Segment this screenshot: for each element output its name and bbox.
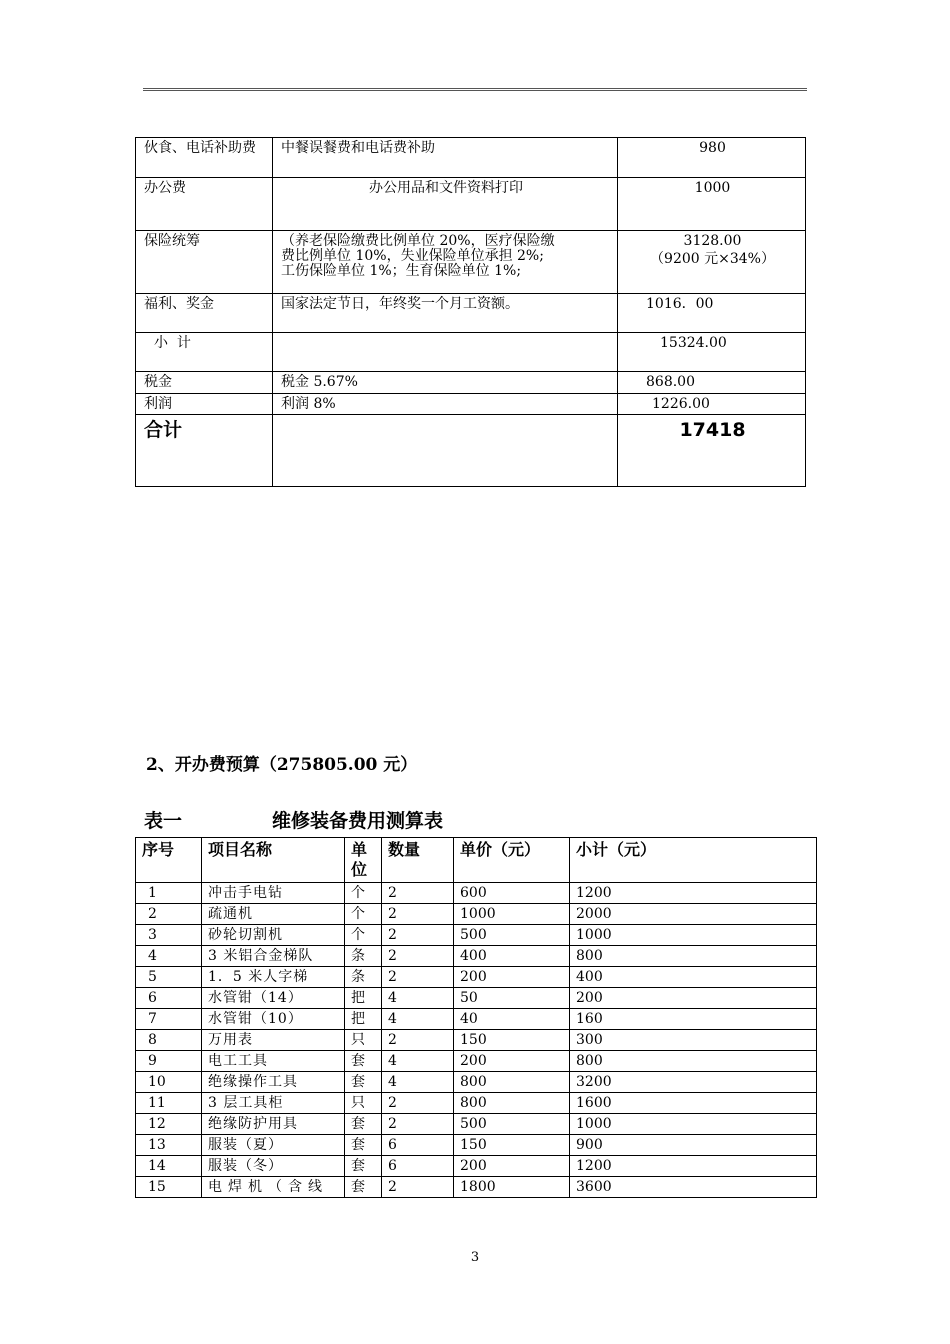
table-row bbox=[136, 333, 806, 372]
cell-price: 1000 bbox=[454, 904, 570, 925]
cell-qty: 2 bbox=[382, 904, 454, 925]
cell-no: 1 bbox=[136, 883, 202, 904]
budget-desc-cell: 利润 8% bbox=[273, 394, 618, 415]
budget-amount-cell: 868.00 bbox=[618, 372, 806, 394]
table-row bbox=[136, 231, 806, 294]
table-row bbox=[136, 883, 817, 904]
budget-desc-cell: 国家法定节日，年终奖一个月工资额。 bbox=[273, 294, 618, 333]
cell-no: 12 bbox=[136, 1114, 202, 1135]
budget-amount-cell: 1226.00 bbox=[618, 394, 806, 415]
cell-name: 万用表 bbox=[202, 1030, 345, 1051]
caption-title: 维修装备费用测算表 bbox=[272, 810, 444, 832]
cell-qty: 2 bbox=[382, 967, 454, 988]
cell-qty: 2 bbox=[382, 1030, 454, 1051]
cell-qty: 4 bbox=[382, 1051, 454, 1072]
cell-qty: 4 bbox=[382, 1009, 454, 1030]
page-number: 3 bbox=[470, 1250, 480, 1265]
cell-no: 6 bbox=[136, 988, 202, 1009]
total-label: 合计 bbox=[136, 415, 273, 487]
table-row bbox=[136, 372, 806, 394]
cell-no: 11 bbox=[136, 1093, 202, 1114]
cell-name: 电工工具 bbox=[202, 1051, 345, 1072]
table-row bbox=[136, 967, 817, 988]
cell-no: 10 bbox=[136, 1072, 202, 1093]
table-caption bbox=[144, 806, 444, 833]
cell-unit: 个 bbox=[345, 883, 382, 904]
cell-name: 服装（冬） bbox=[202, 1156, 345, 1177]
cell-subtotal: 1000 bbox=[570, 1114, 817, 1135]
cell-unit: 把 bbox=[345, 1009, 382, 1030]
table-row bbox=[136, 1135, 817, 1156]
budget-amount-cell bbox=[618, 231, 806, 294]
cell-no: 7 bbox=[136, 1009, 202, 1030]
table-row bbox=[136, 904, 817, 925]
budget-desc-cell bbox=[273, 333, 618, 372]
cell-price: 200 bbox=[454, 1156, 570, 1177]
cell-name: 电焊机（含线 bbox=[202, 1177, 345, 1198]
cell-no: 13 bbox=[136, 1135, 202, 1156]
budget-item-cell: 伙食、电话补助费 bbox=[136, 138, 273, 178]
desc-line: （养老保险缴费比例单位 20%，医疗保险缴 bbox=[281, 233, 555, 249]
table-row bbox=[136, 1009, 817, 1030]
budget-desc-cell bbox=[273, 231, 618, 294]
total-row bbox=[136, 415, 806, 487]
cell-unit: 只 bbox=[345, 1093, 382, 1114]
budget-desc-cell: 中餐误餐费和电话费补助 bbox=[273, 138, 618, 178]
cell-price: 50 bbox=[454, 988, 570, 1009]
budget-amount-cell: 15324.00 bbox=[618, 333, 806, 372]
cell-price: 800 bbox=[454, 1093, 570, 1114]
cell-no: 2 bbox=[136, 904, 202, 925]
header-qty: 数量 bbox=[382, 838, 454, 883]
cell-price: 800 bbox=[454, 1072, 570, 1093]
header-subtotal: 小计（元） bbox=[570, 838, 817, 883]
cell-qty: 2 bbox=[382, 1177, 454, 1198]
cell-unit: 个 bbox=[345, 904, 382, 925]
budget-item-cell: 税金 bbox=[136, 372, 273, 394]
budget-amount-cell: 1016．00 bbox=[618, 294, 806, 333]
table-row bbox=[136, 294, 806, 333]
budget-desc-cell: 税金 5.67% bbox=[273, 372, 618, 394]
table-row bbox=[136, 178, 806, 231]
cell-name: 冲击手电钻 bbox=[202, 883, 345, 904]
equipment-table bbox=[135, 837, 817, 1198]
cell-unit: 套 bbox=[345, 1156, 382, 1177]
cell-no: 3 bbox=[136, 925, 202, 946]
desc-line: 费比例单位 10%，失业保险单位承担 2%; bbox=[281, 248, 544, 264]
cell-price: 1800 bbox=[454, 1177, 570, 1198]
table-row bbox=[136, 988, 817, 1009]
budget-item-cell: 办公费 bbox=[136, 178, 273, 231]
cell-no: 5 bbox=[136, 967, 202, 988]
cell-name: 砂轮切割机 bbox=[202, 925, 345, 946]
budget-amount-cell: 980 bbox=[618, 138, 806, 178]
table-header-row bbox=[136, 838, 817, 883]
cell-subtotal: 200 bbox=[570, 988, 817, 1009]
cell-name: 服装（夏） bbox=[202, 1135, 345, 1156]
budget-item-cell: 保险统筹 bbox=[136, 231, 273, 294]
cell-qty: 2 bbox=[382, 1093, 454, 1114]
cell-no: 8 bbox=[136, 1030, 202, 1051]
table-row bbox=[136, 946, 817, 967]
cell-name: 3 米铝合金梯队 bbox=[202, 946, 345, 967]
cell-price: 40 bbox=[454, 1009, 570, 1030]
budget-amount-cell: 1000 bbox=[618, 178, 806, 231]
table-row bbox=[136, 1030, 817, 1051]
table-row bbox=[136, 1072, 817, 1093]
cell-name: 疏通机 bbox=[202, 904, 345, 925]
cell-price: 200 bbox=[454, 967, 570, 988]
section-heading: 2、开办费预算（275805.00 元） bbox=[146, 755, 418, 775]
cell-subtotal: 400 bbox=[570, 967, 817, 988]
cell-qty: 6 bbox=[382, 1135, 454, 1156]
cell-qty: 2 bbox=[382, 946, 454, 967]
cell-subtotal: 2000 bbox=[570, 904, 817, 925]
budget-item-cell: 小 计 bbox=[136, 333, 273, 372]
cell-name: 水管钳（10） bbox=[202, 1009, 345, 1030]
cell-subtotal: 1000 bbox=[570, 925, 817, 946]
header-unit: 单位 bbox=[345, 838, 382, 883]
amount-note: （9200 元×34%） bbox=[650, 251, 775, 267]
cell-unit: 把 bbox=[345, 988, 382, 1009]
cell-unit: 套 bbox=[345, 1177, 382, 1198]
budget-item-cell: 利润 bbox=[136, 394, 273, 415]
budget-desc-cell: 办公用品和文件资料打印 bbox=[273, 178, 618, 231]
cell-subtotal: 160 bbox=[570, 1009, 817, 1030]
cell-no: 14 bbox=[136, 1156, 202, 1177]
cell-subtotal: 300 bbox=[570, 1030, 817, 1051]
cell-price: 500 bbox=[454, 925, 570, 946]
cell-name: 3 层工具柜 bbox=[202, 1093, 345, 1114]
header-name: 项目名称 bbox=[202, 838, 345, 883]
cell-qty: 4 bbox=[382, 988, 454, 1009]
cell-name: 绝缘操作工具 bbox=[202, 1072, 345, 1093]
cell-subtotal: 1200 bbox=[570, 883, 817, 904]
cell-no: 4 bbox=[136, 946, 202, 967]
cell-price: 500 bbox=[454, 1114, 570, 1135]
cell-qty: 2 bbox=[382, 883, 454, 904]
cell-unit: 条 bbox=[345, 967, 382, 988]
cell-qty: 2 bbox=[382, 1114, 454, 1135]
header-rule bbox=[143, 88, 807, 91]
cell-unit: 只 bbox=[345, 1030, 382, 1051]
table-row bbox=[136, 1051, 817, 1072]
cell-name: 绝缘防护用具 bbox=[202, 1114, 345, 1135]
cell-subtotal: 3200 bbox=[570, 1072, 817, 1093]
cell-no: 15 bbox=[136, 1177, 202, 1198]
cell-qty: 2 bbox=[382, 925, 454, 946]
table-row bbox=[136, 925, 817, 946]
cell-subtotal: 3600 bbox=[570, 1177, 817, 1198]
cell-subtotal: 800 bbox=[570, 946, 817, 967]
cell-unit: 条 bbox=[345, 946, 382, 967]
cell-unit: 套 bbox=[345, 1114, 382, 1135]
cell-unit: 套 bbox=[345, 1072, 382, 1093]
cell-name: 1．5 米人字梯 bbox=[202, 967, 345, 988]
cell-name: 水管钳（14） bbox=[202, 988, 345, 1009]
cell-qty: 6 bbox=[382, 1156, 454, 1177]
header-no: 序号 bbox=[136, 838, 202, 883]
table-row bbox=[136, 1177, 817, 1198]
cell-subtotal: 1600 bbox=[570, 1093, 817, 1114]
cell-no: 9 bbox=[136, 1051, 202, 1072]
cell-subtotal: 800 bbox=[570, 1051, 817, 1072]
total-amount: 17418 bbox=[618, 415, 806, 487]
cell-price: 150 bbox=[454, 1135, 570, 1156]
cell-price: 600 bbox=[454, 883, 570, 904]
caption-prefix: 表一 bbox=[144, 810, 183, 832]
cell-subtotal: 1200 bbox=[570, 1156, 817, 1177]
cell-subtotal: 900 bbox=[570, 1135, 817, 1156]
total-desc-cell bbox=[273, 415, 618, 487]
cell-unit: 个 bbox=[345, 925, 382, 946]
cell-qty: 4 bbox=[382, 1072, 454, 1093]
table-row bbox=[136, 1156, 817, 1177]
cell-unit: 套 bbox=[345, 1051, 382, 1072]
amount-value: 3128.00 bbox=[683, 233, 742, 249]
cell-unit: 套 bbox=[345, 1135, 382, 1156]
budget-item-cell: 福利、奖金 bbox=[136, 294, 273, 333]
table-row bbox=[136, 394, 806, 415]
table-row bbox=[136, 1093, 817, 1114]
table-row bbox=[136, 1114, 817, 1135]
header-price: 单价（元） bbox=[454, 838, 570, 883]
cell-price: 400 bbox=[454, 946, 570, 967]
budget-table bbox=[135, 137, 806, 487]
cell-price: 150 bbox=[454, 1030, 570, 1051]
table-row bbox=[136, 138, 806, 178]
desc-line: 工伤保险单位 1%；生育保险单位 1%; bbox=[281, 263, 522, 279]
cell-price: 200 bbox=[454, 1051, 570, 1072]
